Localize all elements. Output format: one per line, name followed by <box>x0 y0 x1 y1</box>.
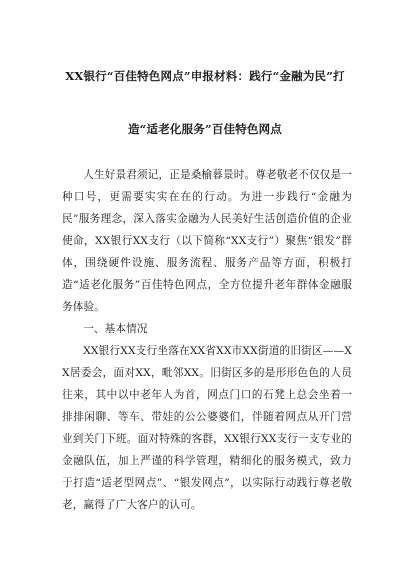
document-title-line-2: 造“适老化服务”百佳特色网点 <box>127 122 283 136</box>
basic-info-paragraph: XX银行XX支行坐落在XX省XX市XX街道的旧街区——XX居委会，面对XX，毗邻XX。旧街区多的是形形色色的人员往来，其中以中老年人为首，网点门口的石凳上总会坐着一排排闲聊、等车、带娃的公公婆婆们，伴随着网点从开门营业到关门下班。面对特殊的客群，XX银行XX支行一支专业的金融队伍，加上严谨的科学管理，精细化的服务模式，致力于打造“适老型网点”、“银发网点”，以实际行动践行尊老敬老，赢得了广大客户的认可。 <box>62 345 352 511</box>
intro-paragraph: 人生好景君须记，正是桑榆暮景时。尊老敬老不仅仅是一种口号，更需要实实在在的行动。为进一步践行“金融为民”服务理念，深入落实金融为人民美好生活创造价值的企业使命，XX银行XX支行（以下简称“XX支行”）聚焦“银发”群体，围绕硬件设施、服务流程、服务产品等方面，积极打造“适老化服务”百佳特色网点，全方位提升老年群体金融服务体验。 <box>62 169 352 313</box>
section-heading-basic-info: 一、基本情况 <box>83 323 148 335</box>
document-title-line-1: XX银行“百佳特色网点”申报材料：践行“金融为民”打 <box>65 69 345 83</box>
document-body <box>62 164 352 516</box>
